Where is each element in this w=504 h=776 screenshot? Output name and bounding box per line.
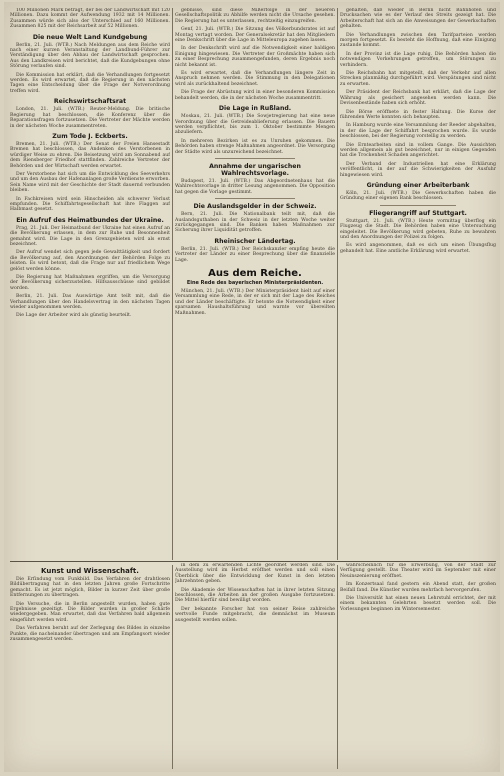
article-text: Stuttgart, 21. Juli. (WTB.) Heute vormittag überflog ein Flugzeug die Stadt. Die Behörden haben eine Untersuchung eingeleitet. Die Bevölkerung wird gebeten, Ruhe zu bewahren und den Anordnungen der Polizei zu folgen. (340, 218, 496, 240)
divider (215, 158, 295, 159)
headline: Zum Tode J. Eckberts. (52, 132, 128, 140)
article-text: Moskau, 21. Juli. (WTB.) Die Sowjetregierung hat eine neue Verordnung über die Getreideablieferung erlassen. Die Bauern werden verpflichtet, bis zum 1. Oktober bestimmte Mengen abzuliefern. (175, 114, 335, 136)
headline: Gründung einer Arbeiterbank (366, 181, 470, 189)
headline: Die neue Welt Land Kundgebung (32, 33, 148, 41)
article-text: Bremen, 21. Juli. (WTB.) Der Senat der Freien Hansestadt Bremen hat beschlossen, das Andenken des Verstorbenen in würdiger Weise zu ehren. Die Beisetzung wird am Sonnabend auf dem Riensberger Friedhof stattfinden. Zahlreiche Vertreter der Behörden und der Wirtschaft werden erwartet. (10, 141, 170, 169)
article-text: Köln, 21. Juli. (WTB.) Die Gewerkschaften haben die Gründung einer eigenen Bank beschlossen. (340, 190, 496, 202)
column-1 (10, 8, 170, 563)
article-text: In der Provinz ist die Lage ruhig. Die Behörden haben die notwendigen Vorkehrungen getroffen, um Störungen zu verhindern. (340, 51, 496, 68)
article-text: In mehreren Bezirken ist es zu Unruhen gekommen. Die Behörden haben strenge Maßnahmen angeordnet. Die Versorgung der Städte wird als unzureichend bezeichnet. (175, 138, 335, 155)
article-text: Der Verstorbene hat sich um die Entwicklung des Seeverkehrs und um den Ausbau der Hafenanlagen große Verdienste erworben. Sein Name wird mit der Geschichte der Stadt dauernd verbunden bleiben. (10, 171, 170, 194)
newspaper-page (4, 2, 500, 772)
article-text: Die Versuche, die in Berlin angestellt wurden, haben gute Ergebnisse gezeitigt. Die Bilder wurden in großer Schärfe wiedergegeben. Man erwartet, daß das Verfahren bald allgemein eingeführt werden wird. (10, 601, 170, 623)
feuilleton-section (10, 563, 496, 769)
article-text: Berlin, 21. Juli. (WTB.) Der Reichskanzler empfing heute die Vertreter der Länder zu einer Besprechung über die finanzielle Lage. (175, 246, 335, 263)
divider (215, 198, 295, 199)
divider (380, 205, 456, 206)
article-text: Die Erntearbeiten sind in vollem Gange. Die Aussichten werden allgemein als gut bezeichnet, nur in einigen Gegenden hat die Trockenheit Schaden angerichtet. (340, 142, 496, 159)
article-text: Die Kommission hat erklärt, daß die Verhandlungen fortgesetzt werden. Es wird erwartet, daß die Regierung in den nächsten Tagen eine Entscheidung über die Frage der Notverordnung treffen wird. (10, 72, 170, 94)
subheadline: Eine Rede des bayerischen Ministerpräsidenten. (186, 280, 324, 286)
column-rule-2 (337, 8, 338, 560)
article-text: In der Denkschrift wird auf die Notwendigkeit einer baldigen Einigung hingewiesen. Die Vertreter der Großmächte haben sich zu einer Besprechung zusammengefunden, deren Ergebnis noch nicht bekannt ist. (175, 46, 335, 68)
column-3 (340, 8, 496, 563)
article-text: Es wird erwartet, daß die Verhandlungen längere Zeit in Anspruch nehmen werden. Die Stimmung in den Delegationen wird als zurückhaltend bezeichnet. (175, 71, 335, 87)
article-text: Der Aufruf wendet sich gegen jede Gewalttätigkeit und fordert die Bevölkerung auf, den Anordnungen der Behörden Folge zu leisten. Es wird betont, daß die Frage nur auf friedlichem Wege gelöst werden könne. (10, 250, 170, 272)
section-headline: Aus dem Reiche. (208, 268, 302, 279)
article-text: Die Akademie der Wissenschaften hat in ihrer letzten Sitzung beschlossen, die Arbeiten an der großen Ausgabe fortzusetzen. Die Mittel hierfür sind bewilligt worden. (175, 587, 335, 604)
article-text: Prag, 21. Juli. Der Heimatbund der Ukraine hat einen Aufruf an die Bevölkerung erlassen, in dem zur Ruhe und Besonnenheit gemahnt wird. Die Lage in den Grenzgebieten wird als ernst bezeichnet. (10, 225, 170, 247)
section-headline: Kunst und Wissenschaft. (41, 567, 139, 575)
article-text: London, 21. Juli. (WTB.) Reuter-Meldung. Die britische Regierung hat beschlossen, die Konferenz über die Reparationsfragen fortzusetzen. Die Vertreter der Mächte werden in der nächsten Woche zusammentreten. (10, 107, 170, 129)
article-text: Der bekannte Forscher hat von seiner Reise zahlreiche wertvolle Funde mitgebracht, die demnächst im Museum ausgestellt werden sollen. (175, 606, 335, 623)
article-text: In Fachkreisen wird sein Hinscheiden als schwerer Verlust empfunden. Die Schiffahrtsgesellschaft hat ihre Flaggen auf Halbmast gesetzt. (10, 196, 170, 213)
article-text: Die Verhandlungen zwischen den Tarifparteien werden morgen fortgesetzt. Es besteht die Hoffnung, daß eine Einigung zustande kommt. (340, 32, 496, 49)
headline: Rheinischer Ländertag. (214, 237, 296, 245)
column-rule-1 (172, 8, 173, 560)
article-text: Das Verfahren beruht auf der Zerlegung des Bildes in einzelne Punkte, die nacheinander übertragen und am Empfangsort wieder zusammengesetzt werden. (10, 626, 170, 643)
article-text: In Hamburg wurde eine Versammlung der Reeder abgehalten, in der die Lage der Schiffahrt besprochen wurde. Es wurde beschlossen, bei der Regierung vorstellig zu werden. (340, 123, 496, 140)
article-text: wahrscheinlich für die Erwerbung, von der Stadt zur Verfügung gestellt. Das Theater wird im September mit einer Neuinszenierung eröffnet. (340, 563, 496, 579)
headline: Ein Aufruf des Heimatbundes der Ukraine. (16, 216, 164, 224)
bottom-column-2 (175, 563, 335, 769)
headline: Die Auslandsgelder in der Schweiz. (193, 203, 317, 211)
bottom-column-1 (10, 563, 170, 769)
article-text: Bern, 21. Juli. Die Nationalbank teilt mit, daß die Auslandsguthaben in der Schweiz in der letzten Woche weiter zurückgegangen sind. Die Banken haben Maßnahmen zur Sicherung ihrer Liquidität getroffen. (175, 212, 335, 234)
article-text: Der Verband der Industriellen hat eine Erklärung veröffentlicht, in der auf die Schwierigkeiten der Ausfuhr hingewiesen wird. (340, 161, 496, 178)
headline: Annahme der ungarischen Wahlrechtsvorlage. (209, 162, 301, 177)
article-text: Die Börse eröffnete in fester Haltung. Die Kurse der führenden Werte konnten sich behaupten. (340, 109, 496, 120)
article-text: Die Frage der Abrüstung wird in einer besonderen Kommission behandelt werden, die in der nächsten Woche zusammentritt. (175, 90, 335, 101)
article-text: Budapest, 21. Juli. (WTB.) Das Abgeordnetenhaus hat die Wahlrechtsvorlage in dritter Lesung angenommen. Die Opposition hat gegen die Vorlage gestimmt. (175, 178, 335, 195)
article-text: Genf, 21. Juli. (WTB.) Die Sitzung des Völkerbundsrates ist auf Montag vertagt worden. Der Generalsekretär hat den Mitgliedern eine Denkschrift über die Lage in Mitteleuropa zugehen lassen. (175, 27, 335, 44)
article-text: 100 Millionen Mark beträgt, der bei der Landwirtschaft mit 120 Millionen. Dazu kommt der Aufwendung 1932 mit 14 Millionen. Zusammen würde sich also der Unterschied auf 160 Millionen. Zusammen 825 mit der Reichsarbeit auf 52 Millionen. (10, 8, 170, 30)
article-text: München, 21. Juli. (WTB.) Der Ministerpräsident hielt auf einer Versammlung eine Rede, in der er sich mit der Lage des Reiches und der Länder beschäftigte. Er betonte die Notwendigkeit einer sparsamen Haushaltsführung und warnte vor übereilten Maßnahmen. (175, 289, 335, 316)
column-2 (175, 8, 335, 563)
article-text: in dem zu erwartenden Lichte geordnet werden sind. Die Ausstellung wird im Herbst eröffnet werden und soll einen Überblick über die Entwicklung der Kunst in den letzten Jahrzehnten geben. (175, 563, 335, 585)
article-text: Es wird angenommen, daß es sich um einen Übungsflug gehandelt hat. Eine amtliche Erklärung wird erwartet. (340, 243, 496, 254)
article-text: gebnisse, sind diese Mißerfolge in der neueren Gesellschaftspolitik zu Abhilfe werden nicht die Ursache gesehen. Die Regierung hat es unterlassen, rechtzeitig einzugreifen. (175, 8, 335, 24)
article-text: Berlin, 21. Juli. (WTB.) Nach Meldungen aus dem Reiche wird nach einer kurzen Veranstaltung der Landbund-Führer zur Verständigung über den Abbau der Landwirtschaft gesprochen. Aus den Landkreisen wird berichtet, daß die Kundgebungen ohne Störung verlaufen sind. (10, 42, 170, 70)
article-text: Die Lage der Arbeiter wird als günstig beurteilt. (16, 313, 132, 319)
article-text: Die Universität hat einen neuen Lehrstuhl errichtet, der mit einem bekannten Gelehrten besetzt werden soll. Die Vorlesungen beginnen im Wintersemester. (340, 596, 496, 612)
article-text: Der Präsident der Reichsbank hat erklärt, daß die Lage der Währung als gesichert angesehen werden kann. Die Devisenbestände haben sich erhöht. (340, 90, 496, 107)
article-text: Die Regierung hat Maßnahmen ergriffen, um die Versorgung der Bevölkerung sicherzustellen. Hilfsausschüsse sind gebildet worden. (10, 275, 170, 291)
article-text: gehalten, daß wieder in Berlin nicht Bahnhöfen und Drucksachen wie es der Verlauf des Streits gezeigt hat. Die Arbeiterschaft hat sich an die Anweisungen der Gewerkschaften gehalten. (340, 8, 496, 30)
article-text: Die Reichsbahn hat mitgeteilt, daß der Verkehr auf allen Strecken planmäßig durchgeführt wird. Verspätungen sind nicht zu erwarten. (340, 71, 496, 87)
headline: Reichswirtschaftsrat (53, 98, 127, 106)
article-text: Die Erfindung vom Funkbild. Das Verfahren der drahtlosen Bildübertragung hat in den letzten Jahren große Fortschritte gemacht. Es ist jetzt möglich, Bilder in kurzer Zeit über große Entfernungen zu übertragen. (10, 577, 170, 599)
headline: Fliegerangriff auf Stuttgart. (369, 209, 467, 217)
article-text: Im Konzertsaal fand gestern ein Abend statt, der großen Beifall fand. Die Künstler wurden mehrfach hervorgerufen. (340, 582, 496, 593)
headline: Die Lage in Rußland. (218, 105, 292, 113)
bottom-column-3 (340, 563, 496, 769)
article-text: Berlin, 21. Juli. Das Auswärtige Amt teilt mit, daß die Verhandlungen über den Handelsvertrag in den nächsten Tagen wieder aufgenommen werden. (10, 294, 170, 311)
